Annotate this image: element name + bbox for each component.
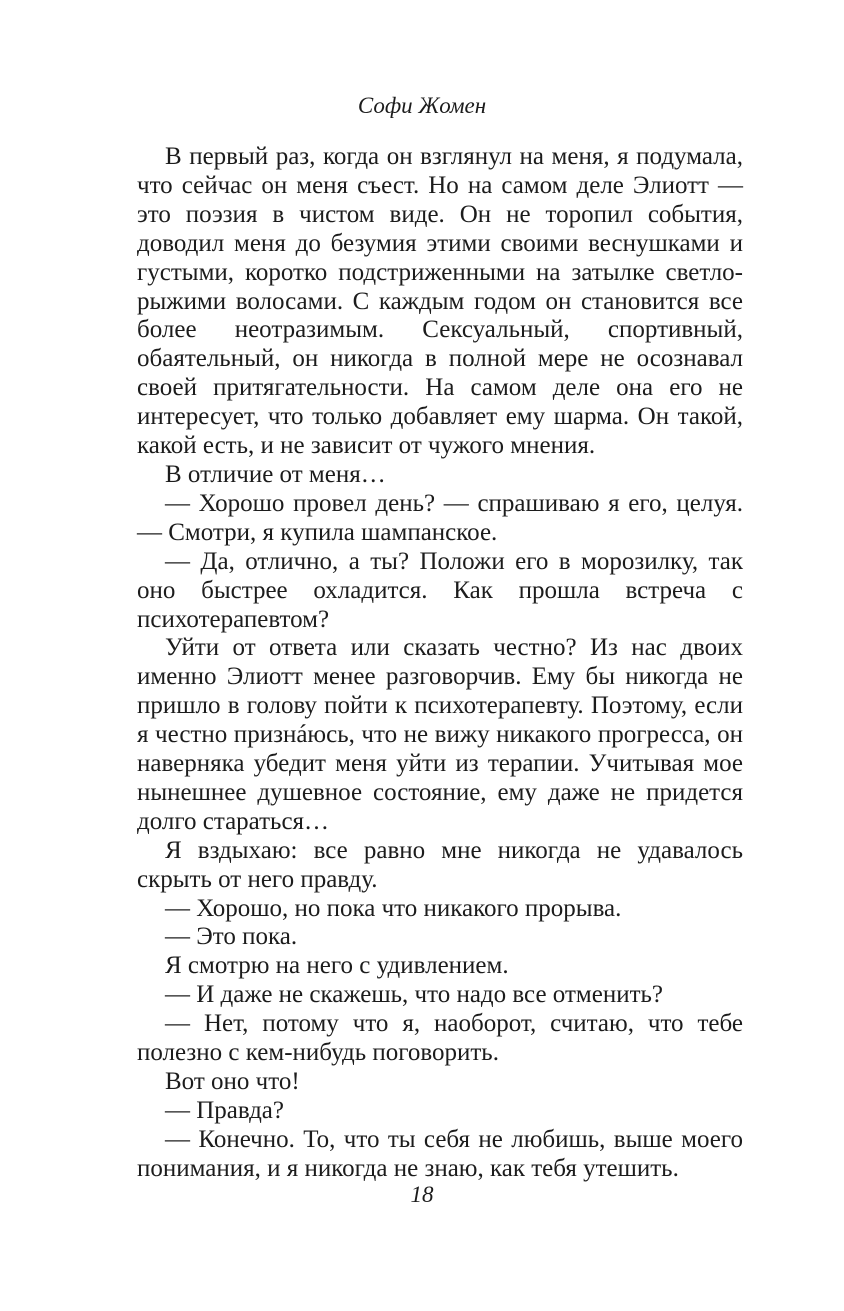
- paragraph: — Правда?: [165, 1096, 284, 1124]
- paragraph: Уйти от ответа или сказать честно? Из нас двоих именно Элиотт менее разговорчив. Ему бы никогда не пришло в голову пойти к психотерапевту. Поэтому, если я честно признáюсь, что не вижу никакого прогресса, он наверняка убедит меня уйти из терапии. Учитывая мое нынешнее душевное состояние, ему даже не придется долго стараться…: [137, 634, 743, 835]
- body-text: [137, 143, 743, 1184]
- paragraph: Я смотрю на него с удивлением.: [165, 952, 509, 980]
- paragraph: — И даже не скажешь, что надо все отменить?: [165, 981, 663, 1009]
- paragraph: В отличие от меня…: [165, 460, 386, 488]
- paragraph: — Нет, потому что я, наоборот, считаю, что тебе полезно с кем-нибудь поговорить.: [137, 1010, 743, 1067]
- running-head-author: Софи Жомен: [357, 93, 487, 118]
- paragraph: — Да, отлично, а ты? Положи его в морозилку, так оно быстрее охладится. Как прошла встреча с психотерапевтом?: [137, 547, 743, 633]
- paragraph: Вот оно что!: [165, 1068, 300, 1095]
- paragraph: Я вздыхаю: все равно мне никогда не удавалось скрыть от него правду.: [137, 836, 743, 893]
- paragraph: — Это пока.: [165, 923, 298, 951]
- paragraph: — Хорошо, но пока что никакого прорыва.: [165, 894, 622, 922]
- page-number: 18: [410, 1182, 434, 1207]
- paragraph: — Хорошо провел день? — спрашиваю я его, целуя. — Смотри, я купила шампанское.: [137, 489, 743, 546]
- paragraph: В первый раз, когда он взглянул на меня, я подумала, что сейчас он меня съест. Но на самом деле Элиотт — это поэзия в чистом виде. Он не торопил события, доводил меня до безумия этими своими веснушками и густыми, коротко подстриженными на затылке светло-рыжими волосами. С каждым годом он становится все более неотразимым. Сексуальный, спортивный, обаятельный, он никогда в полной мере не осознавал своей притягательности. На самом деле она его не интересует, что только добавляет ему шарма. Он такой, какой есть, и не зависит от чужого мнения.: [137, 143, 743, 460]
- paragraph: — Конечно. То, что ты себя не любишь, выше моего понимания, и я никогда не знаю, как тебя утешить.: [137, 1125, 743, 1182]
